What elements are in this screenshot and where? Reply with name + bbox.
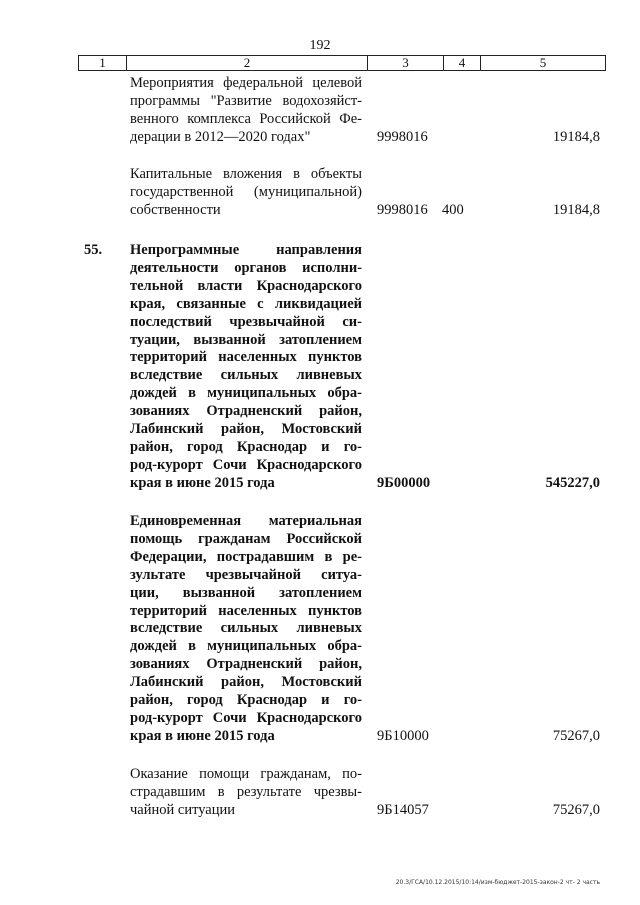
row-sum: 75267,0: [552, 727, 600, 744]
header-col-4: 4: [444, 56, 481, 70]
row-code: 9Б10000: [377, 727, 429, 744]
row-vr: 400: [442, 201, 464, 218]
row-sum: 75267,0: [552, 801, 600, 818]
row-description: Оказание помощи гражданам, по- страдавшим в результате чрезвы- чайной ситуации: [130, 766, 362, 818]
row-code: 9Б14057: [377, 801, 429, 818]
row-code: 9Б00000: [377, 474, 431, 491]
row-sum: 19184,8: [552, 128, 600, 145]
header-col-3: 3: [368, 56, 444, 70]
page-number: 192: [309, 38, 331, 53]
row-number: 55.: [84, 242, 103, 258]
row-sum: 545227,0: [545, 474, 600, 491]
row-description: Единовременная материальная помощь гражданам Российской Федерации, пострадавшим в ре- зультате чрезвычайной ситуа- ции, вызванной затоплением территорий населенных пунктов вследствие сильных ливневых дождей в муниципальных обра- зованиях Отрадненский район, Лабинский район, Мостовский район, город Краснодар и го- род-курорт Сочи Краснодарского края в июне 2015 года: [130, 513, 362, 744]
row-code: 9998016: [377, 201, 428, 218]
header-col-5: 5: [539, 55, 547, 70]
row-description: Мероприятия федеральной целевой программы "Развитие водохозяйст- венного комплекса Российской Фе- дерации в 2012—2020 годах": [130, 75, 362, 145]
row-description: Непрограммные направления деятельности органов исполни- тельной власти Краснодарского края, связанные с ликвидацией последствий чрезвычайной си- туации, вызванной затоплением территорий населенных пунктов вследствие сильных ливневых дождей в муниципальных обра- зованиях Отрадненский район, Лабинский район, Мостовский район, город Краснодар и го- род-курорт Сочи Краснодарского края в июне 2015 года: [130, 242, 362, 491]
row-sum: 19184,8: [552, 201, 600, 218]
row-code: 9998016: [377, 128, 428, 145]
table-header: [78, 55, 606, 71]
header-col-2: 2: [127, 56, 368, 70]
row-description: Капитальные вложения в объекты государственной (муниципальной) собственности: [130, 166, 362, 218]
header-col-1: 1: [79, 56, 127, 70]
footer-note: 20.3/ГСА/10.12.2015/10:14/изм-бюджет-2015-закон-2 чт- 2 часть: [395, 879, 600, 886]
